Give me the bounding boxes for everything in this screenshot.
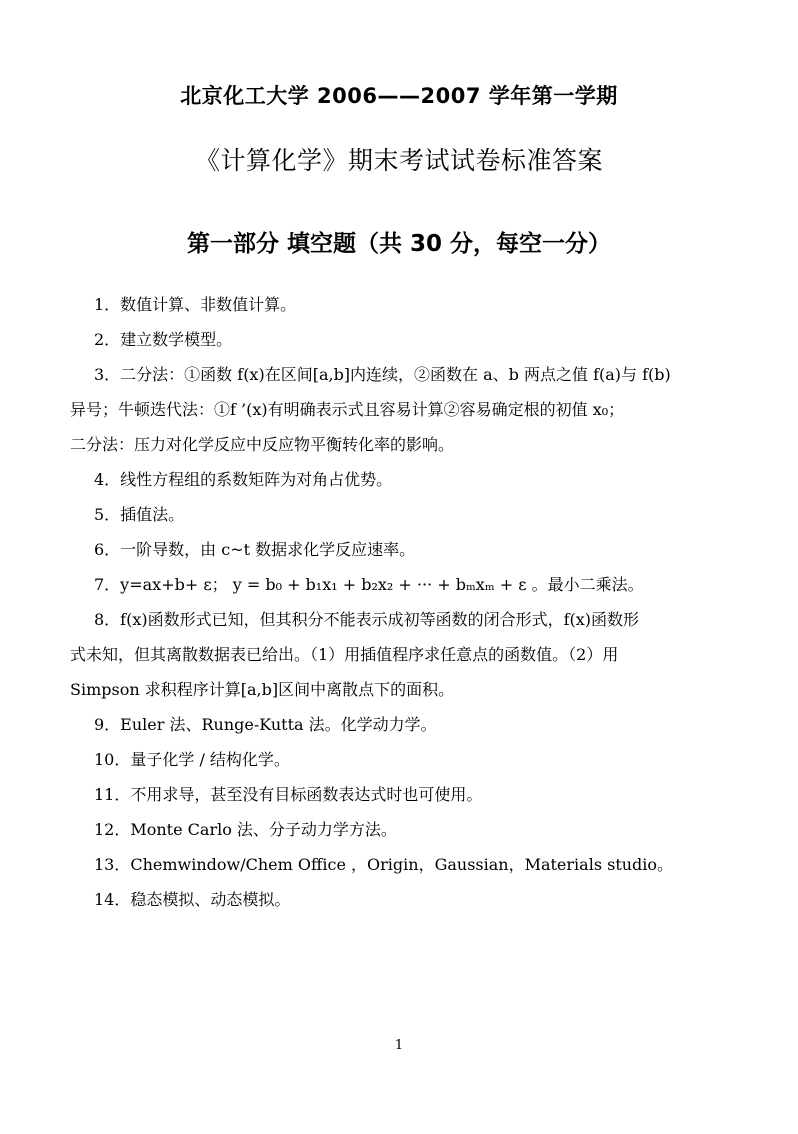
answer-line-continuation: 式未知，但其离散数据表已给出。（1）用插值程序求任意点的函数值。（2）用 xyxy=(70,645,619,664)
answer-line: 11．不用求导，甚至没有目标函数表达式时也可使用。 xyxy=(94,785,483,804)
answer-line-continuation: 二分法：压力对化学反应中反应物平衡转化率的影响。 xyxy=(70,435,455,454)
answer-list xyxy=(70,290,738,920)
exam-header-title: 北京化工大学 2006——2007 学年第一学期 xyxy=(180,84,618,108)
section-heading: 第一部分 填空题（共 30 分，每空一分） xyxy=(186,231,612,257)
answer-line: 13．Chemwindow/Chem Office ，Origin，Gaussian，Materials studio。 xyxy=(94,855,674,874)
answer-line-continuation: Simpson 求积程序计算[a,b]区间中离散点下的面积。 xyxy=(70,680,455,699)
page-number: 1 xyxy=(394,1038,404,1053)
answer-line: 3．二分法：①函数 f(x)在区间[a,b]内连续，②函数在 a、b 两点之值 f(a)与 f(b) xyxy=(94,365,671,384)
answer-line: 1．数值计算、非数值计算。 xyxy=(94,295,297,314)
answer-line: 9．Euler 法、Runge-Kutta 法。化学动力学。 xyxy=(94,715,437,734)
exam-header-subtitle: 《计算化学》期末考试试卷标准答案 xyxy=(194,146,603,175)
answer-line: 8．f(x)函数形式已知，但其积分不能表示成初等函数的闭合形式，f(x)函数形 xyxy=(94,610,640,629)
answer-line: 14．稳态模拟、动态模拟。 xyxy=(94,890,291,909)
answer-line: 7．y=ax+b+ ε； y = b₀ + b₁x₁ + b₂x₂ + ··· + bₘxₘ + ε 。最小二乘法。 xyxy=(94,575,644,594)
answer-line: 10．量子化学 / 结构化学。 xyxy=(94,750,290,769)
answer-line: 2．建立数学模型。 xyxy=(94,330,233,349)
answer-line: 6．一阶导数，由 c~t 数据求化学反应速率。 xyxy=(94,540,416,559)
answer-line: 5．插值法。 xyxy=(94,505,185,524)
answer-line-continuation: 异号；牛顿迭代法：①f ’(x)有明确表示式且容易计算②容易确定根的初值 x₀； xyxy=(70,400,625,419)
answer-line: 4．线性方程组的系数矩阵为对角占优势。 xyxy=(94,470,393,489)
answer-line: 12．Monte Carlo 法、分子动力学方法。 xyxy=(94,820,397,839)
